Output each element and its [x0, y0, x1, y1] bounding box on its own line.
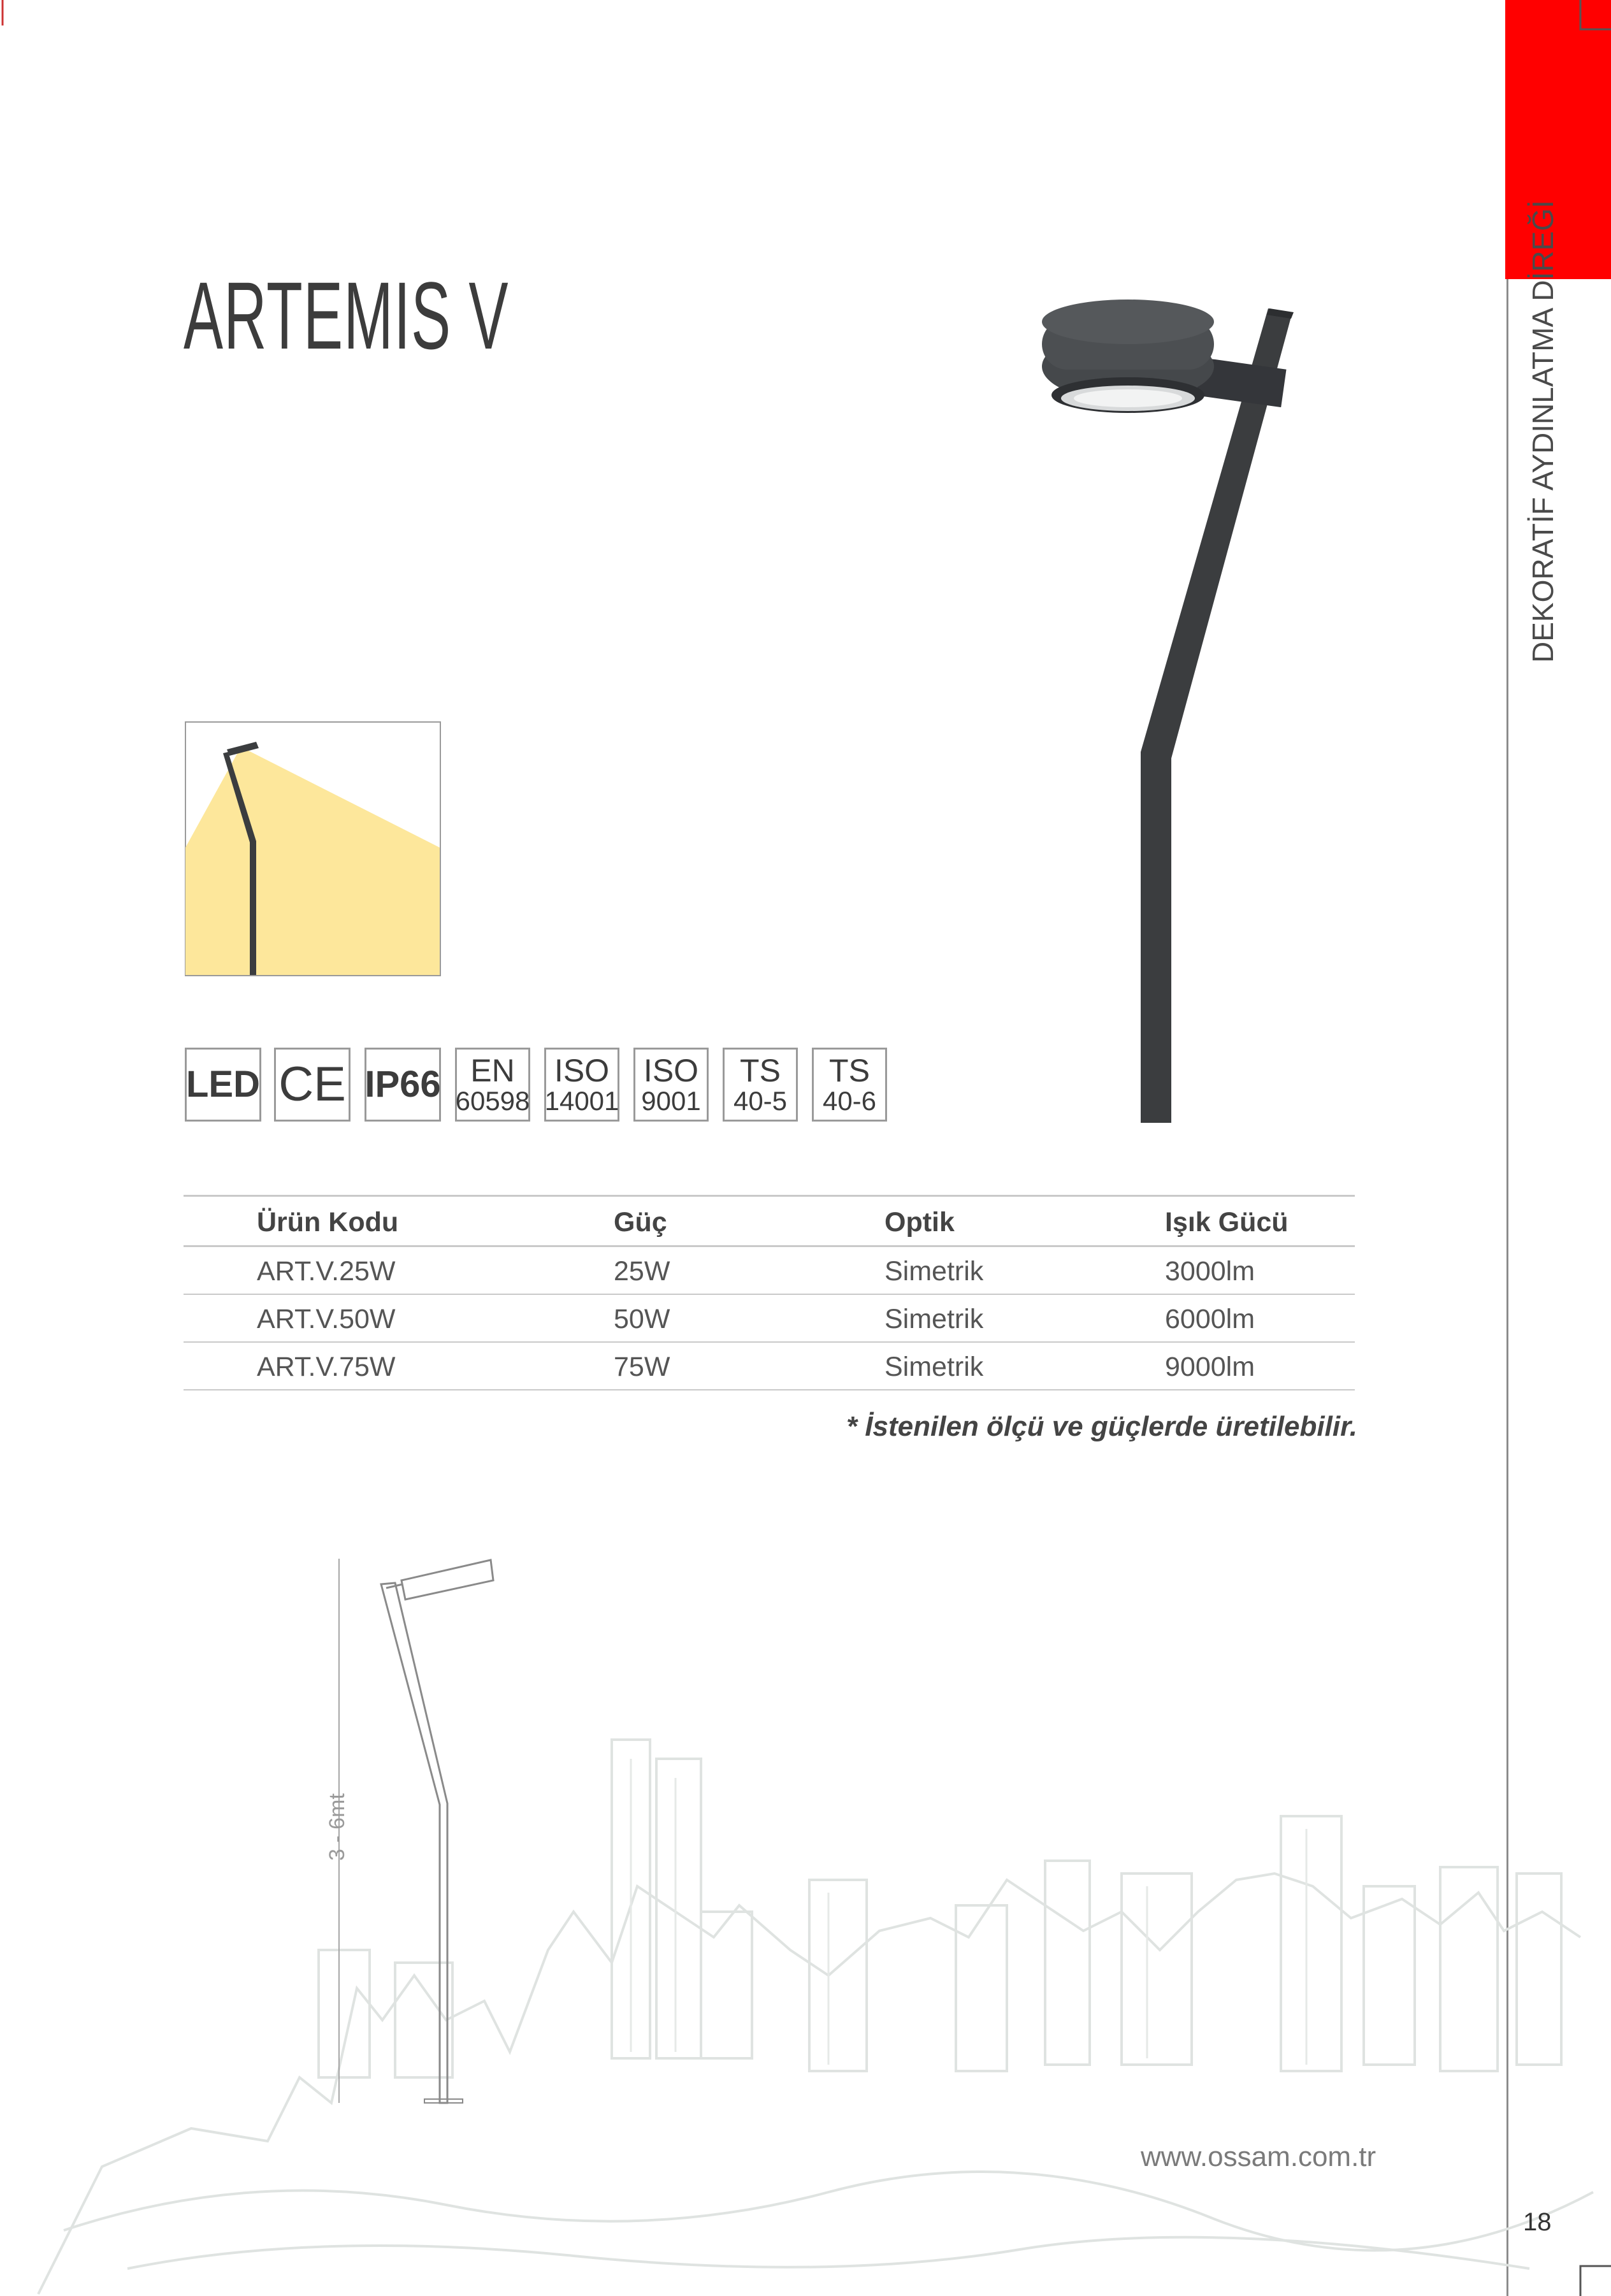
cell-luminous-flux: 6000lm: [1165, 1304, 1255, 1334]
header-luminous-flux: Işık Gücü: [1165, 1207, 1289, 1238]
ip66-badge: IP66: [365, 1048, 441, 1122]
led-badge: LED: [185, 1048, 261, 1122]
ts-40-6-badge: TS 40-6: [812, 1048, 887, 1122]
cell-optic: Simetrik: [885, 1304, 984, 1334]
website-url: www.ossam.com.tr: [1141, 2141, 1376, 2172]
cell-optic: Simetrik: [885, 1352, 984, 1382]
header-power: Güç: [614, 1207, 667, 1238]
iso-14001-badge: ISO 14001: [544, 1048, 619, 1122]
cell-product-code: ART.V.25W: [257, 1256, 396, 1287]
product-title: ARTEMIS V: [184, 262, 509, 369]
table-row: [184, 1343, 1355, 1390]
cell-luminous-flux: 3000lm: [1165, 1256, 1255, 1287]
table-row: [184, 1247, 1355, 1295]
cell-power: 50W: [614, 1304, 670, 1334]
sidebar-category: DEKORATİF AYDINLATMA DİREĞİ: [1526, 200, 1559, 663]
ts-40-5-badge: TS 40-5: [723, 1048, 798, 1122]
cell-optic: Simetrik: [885, 1256, 984, 1287]
city-skyline-illustration: [0, 1721, 1611, 2296]
iso-9001-badge: ISO 9001: [633, 1048, 709, 1122]
spec-table: [184, 1195, 1355, 1390]
page-number: 18: [1523, 2208, 1552, 2236]
production-note: * İstenilen ölçü ve güçlerde üretilebilir.: [846, 1411, 1357, 1442]
table-header-row: [184, 1195, 1355, 1247]
table-row: [184, 1295, 1355, 1343]
cell-power: 75W: [614, 1352, 670, 1382]
cell-luminous-flux: 9000lm: [1165, 1352, 1255, 1382]
product-image: [1013, 293, 1306, 1128]
header-optic: Optik: [885, 1207, 955, 1238]
light-distribution-image: [185, 721, 441, 976]
header-product-code: Ürün Kodu: [257, 1207, 399, 1238]
cell-power: 25W: [614, 1256, 670, 1287]
cell-product-code: ART.V.50W: [257, 1304, 396, 1334]
cell-product-code: ART.V.75W: [257, 1352, 396, 1382]
ce-badge: CE: [274, 1048, 350, 1122]
height-dimension-label: 3 - 6mt: [325, 1793, 349, 1861]
technical-drawing: [331, 1555, 503, 2109]
en-60598-badge: EN 60598: [455, 1048, 530, 1122]
